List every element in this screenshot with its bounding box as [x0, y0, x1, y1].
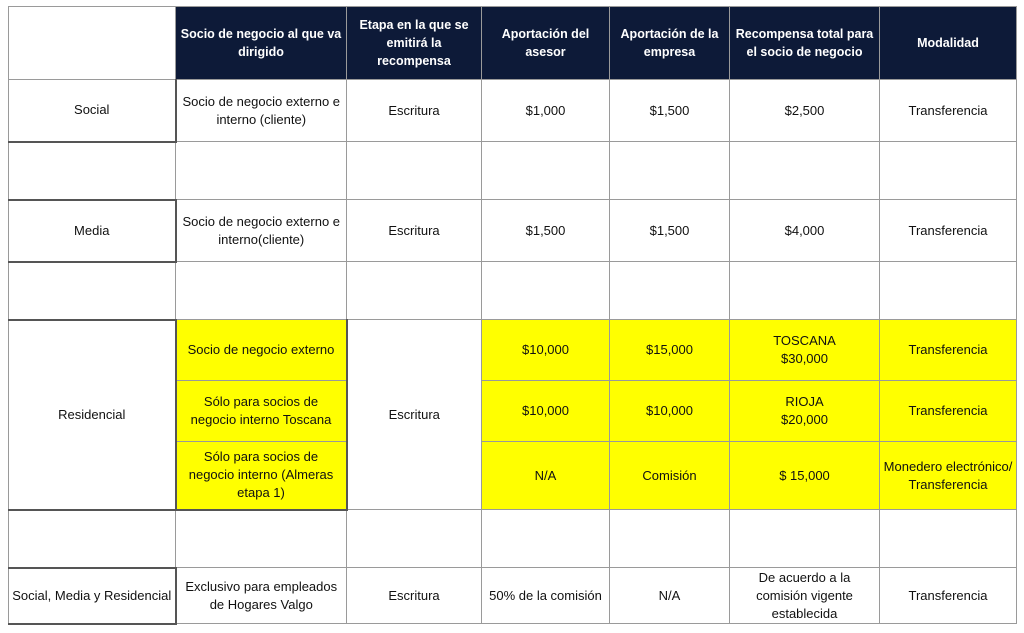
total-project-name: TOSCANA	[773, 333, 836, 348]
modalidad-cell: Transferencia	[880, 320, 1017, 381]
empty-cell	[9, 510, 176, 568]
total-amount: $20,000	[781, 412, 828, 427]
empty-cell	[730, 510, 880, 568]
header-corner	[9, 7, 176, 80]
etapa-cell: Escritura	[347, 200, 482, 262]
total-project-name: RIOJA	[785, 394, 824, 409]
table-row-residencial-1	[9, 320, 1017, 381]
empresa-cell: $10,000	[610, 381, 730, 442]
spacer-row	[9, 142, 1017, 200]
header-socio: Socio de negocio al que va dirigido	[176, 7, 347, 80]
rewards-table	[8, 6, 1017, 625]
header-aportacion-asesor: Aportación del asesor	[482, 7, 610, 80]
header-modalidad: Modalidad	[880, 7, 1017, 80]
empty-cell	[880, 262, 1017, 320]
socio-cell: Socio de negocio externo e interno(cliente)	[176, 200, 347, 262]
socio-cell: Sólo para socios de negocio interno (Almeras etapa 1)	[176, 442, 347, 510]
category-cell: Social	[9, 80, 176, 142]
empty-cell	[9, 142, 176, 200]
total-cell	[730, 320, 880, 381]
empresa-cell: $1,500	[610, 200, 730, 262]
table-row-empleados	[9, 568, 1017, 624]
empty-cell	[610, 142, 730, 200]
rewards-table-container	[8, 6, 1016, 625]
empresa-cell: $15,000	[610, 320, 730, 381]
modalidad-cell: Transferencia	[880, 200, 1017, 262]
modalidad-cell: Transferencia	[880, 568, 1017, 624]
modalidad-cell: Transferencia	[880, 381, 1017, 442]
total-cell	[730, 381, 880, 442]
asesor-cell: $10,000	[482, 381, 610, 442]
total-cell: $2,500	[730, 80, 880, 142]
empty-cell	[347, 510, 482, 568]
table-header-row	[9, 7, 1017, 80]
category-cell: Media	[9, 200, 176, 262]
total-amount: $30,000	[781, 351, 828, 366]
asesor-cell: N/A	[482, 442, 610, 510]
total-cell: $4,000	[730, 200, 880, 262]
empty-cell	[880, 142, 1017, 200]
empresa-cell: N/A	[610, 568, 730, 624]
empty-cell	[610, 510, 730, 568]
total-cell: De acuerdo a la comisión vigente establecida	[730, 568, 880, 624]
asesor-cell: 50% de la comisión	[482, 568, 610, 624]
spacer-row	[9, 262, 1017, 320]
modalidad-cell: Monedero electrónico/ Transferencia	[880, 442, 1017, 510]
empty-cell	[9, 262, 176, 320]
empty-cell	[610, 262, 730, 320]
total-cell: $ 15,000	[730, 442, 880, 510]
category-cell: Residencial	[9, 320, 176, 510]
asesor-cell: $10,000	[482, 320, 610, 381]
socio-cell: Socio de negocio externo e interno (cliente)	[176, 80, 347, 142]
modalidad-cell: Transferencia	[880, 80, 1017, 142]
table-row-media	[9, 200, 1017, 262]
empty-cell	[176, 142, 347, 200]
header-recompensa-total: Recompensa total para el socio de negocio	[730, 7, 880, 80]
category-cell: Social, Media y Residencial	[9, 568, 176, 624]
empty-cell	[347, 142, 482, 200]
socio-cell: Socio de negocio externo	[176, 320, 347, 381]
etapa-cell: Escritura	[347, 80, 482, 142]
header-etapa: Etapa en la que se emitirá la recompensa	[347, 7, 482, 80]
empty-cell	[730, 142, 880, 200]
asesor-cell: $1,000	[482, 80, 610, 142]
empresa-cell: Comisión	[610, 442, 730, 510]
empty-cell	[347, 262, 482, 320]
socio-cell: Sólo para socios de negocio interno Toscana	[176, 381, 347, 442]
etapa-cell: Escritura	[347, 320, 482, 510]
asesor-cell: $1,500	[482, 200, 610, 262]
spacer-row	[9, 510, 1017, 568]
etapa-cell: Escritura	[347, 568, 482, 624]
empresa-cell: $1,500	[610, 80, 730, 142]
table-row-social	[9, 80, 1017, 142]
empty-cell	[482, 142, 610, 200]
header-aportacion-empresa: Aportación de la empresa	[610, 7, 730, 80]
empty-cell	[482, 510, 610, 568]
empty-cell	[176, 510, 347, 568]
empty-cell	[482, 262, 610, 320]
empty-cell	[880, 510, 1017, 568]
socio-cell: Exclusivo para empleados de Hogares Valgo	[176, 568, 347, 624]
empty-cell	[176, 262, 347, 320]
empty-cell	[730, 262, 880, 320]
